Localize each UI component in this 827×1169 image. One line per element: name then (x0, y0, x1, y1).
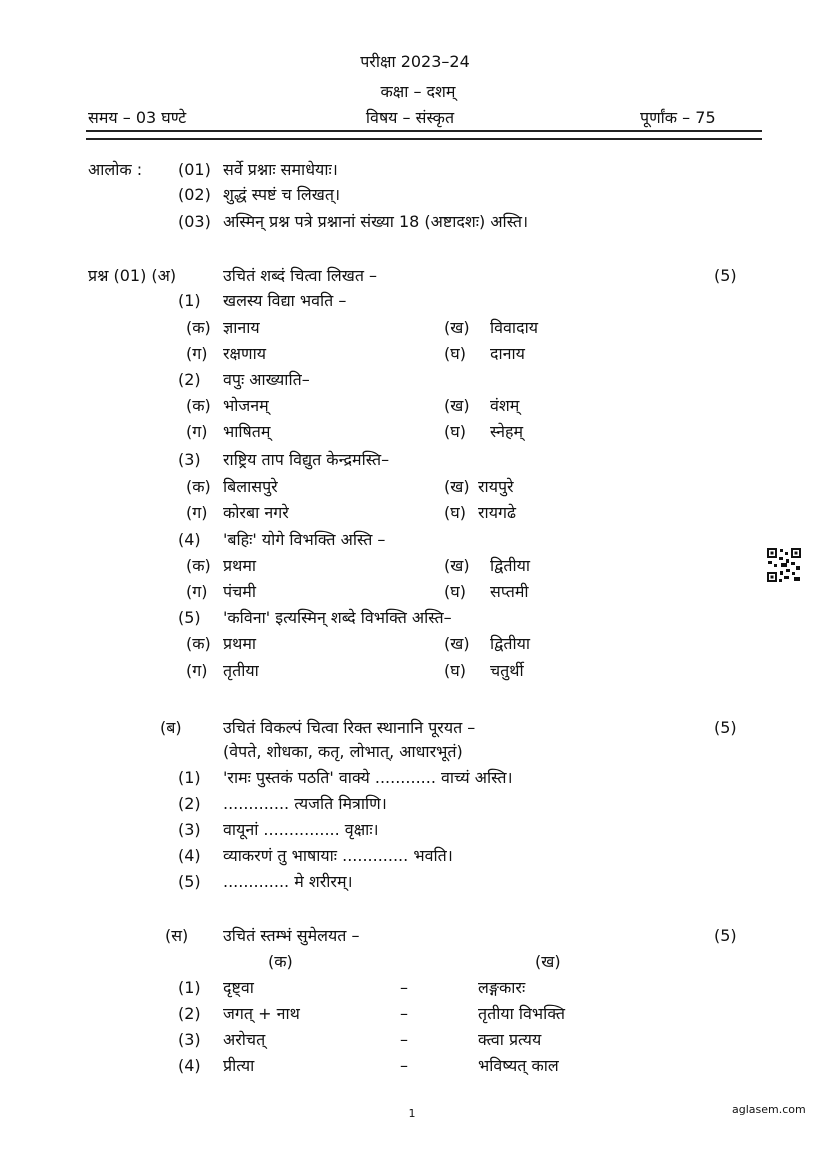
item-num: (1) (178, 768, 201, 787)
option-label: (ख) (444, 556, 470, 575)
match-a: जगत् + नाथ (223, 1004, 300, 1023)
option-text: भाषितम् (223, 422, 271, 441)
item-num: (4) (178, 846, 201, 865)
item-text: खलस्य विद्या भवति – (223, 291, 347, 310)
item-text: वपुः आख्याति– (223, 370, 310, 389)
column-a-header: (क) (268, 952, 293, 971)
option-text: द्वितीया (490, 634, 531, 653)
total-marks: पूर्णांक – 75 (640, 108, 716, 127)
question-title: उचितं शब्दं चित्वा लिखत – (223, 266, 378, 285)
subject-label: विषय – संस्कृत (365, 108, 455, 127)
item-text: राष्ट्रिय ताप विद्युत केन्द्रमस्ति– (223, 450, 390, 469)
option-label: (ख) (444, 477, 470, 496)
item-text: 'रामः पुस्तकं पठति' वाक्ये ............ वाच्यं अस्ति। (223, 768, 513, 787)
option-label: (घ) (444, 661, 466, 680)
item-num: (4) (178, 530, 201, 549)
option-label: (क) (186, 477, 211, 496)
option-text: रायपुरे (478, 477, 514, 496)
question-title: उचितं स्तम्भं सुमेलयत – (223, 926, 360, 945)
option-text: प्रथमा (223, 556, 257, 575)
item-num: (5) (178, 872, 201, 891)
item-num: (2) (178, 370, 201, 389)
option-text: कोरबा नगरे (223, 503, 289, 522)
match-dash: – (400, 1030, 408, 1049)
question-label: (ब) (160, 718, 182, 737)
word-choices: (वेपते, शोधका, कतृ, लोभात्, आधारभूतं) (223, 742, 463, 761)
item-text: 'कविना' इत्यस्मिन् शब्दे विभक्ति अस्ति– (223, 608, 452, 627)
option-label: (क) (186, 396, 211, 415)
match-b: लङ्गकारः (478, 978, 526, 997)
item-text: वायूनां ............... वृक्षाः। (223, 820, 379, 839)
option-text: प्रथमा (223, 634, 257, 653)
item-text: व्याकरणं तु भाषायाः ............. भवति। (223, 846, 453, 865)
instruction-num: (02) (178, 185, 211, 204)
instruction-num: (01) (178, 160, 211, 179)
option-label: (घ) (444, 344, 466, 363)
option-label: (ग) (186, 344, 208, 363)
item-num: (1) (178, 291, 201, 310)
option-text: भोजनम् (223, 396, 269, 415)
option-text: तृतीया (223, 661, 259, 680)
option-text: रक्षणाय (223, 344, 267, 363)
option-label: (घ) (444, 422, 466, 441)
time-label: समय – 03 घण्टे (88, 108, 187, 127)
instructions-label: आलोक : (88, 160, 143, 179)
exam-title: परीक्षा 2023–24 (360, 52, 470, 71)
question-marks: (5) (714, 926, 737, 945)
item-num: (2) (178, 794, 201, 813)
site-watermark: aglasem.com (732, 1103, 806, 1116)
item-text: ............. मे शरीरम्। (223, 872, 353, 891)
instruction-num: (03) (178, 212, 211, 231)
match-num: (4) (178, 1056, 201, 1075)
option-text: चतुर्थी (490, 661, 524, 680)
option-text: ज्ञानाय (223, 318, 260, 337)
match-a: प्रीत्या (223, 1056, 255, 1075)
header-rule-2 (86, 138, 762, 140)
match-b: तृतीया विभक्ति (478, 1004, 566, 1023)
match-dash: – (400, 978, 408, 997)
question-marks: (5) (714, 266, 737, 285)
option-label: (घ) (444, 503, 466, 522)
question-marks: (5) (714, 718, 737, 737)
option-text: बिलासपुरे (223, 477, 278, 496)
option-label: (ग) (186, 661, 208, 680)
question-label: (स) (165, 926, 189, 945)
match-num: (3) (178, 1030, 201, 1049)
question-label: प्रश्न (01) (अ) (88, 266, 177, 285)
match-a: दृष्ट्वा (223, 978, 254, 997)
match-num: (1) (178, 978, 201, 997)
match-dash: – (400, 1056, 408, 1075)
option-text: वंशम् (490, 396, 520, 415)
option-label: (ख) (444, 396, 470, 415)
item-text: 'बहिः' योगे विभक्ति अस्ति – (223, 530, 386, 549)
page-number: 1 (408, 1107, 416, 1120)
option-label: (घ) (444, 582, 466, 601)
header-rule-1 (86, 130, 762, 132)
match-b: क्त्वा प्रत्यय (478, 1030, 542, 1049)
item-num: (5) (178, 608, 201, 627)
instruction-text: अस्मिन् प्रश्न पत्रे प्रश्नानां संख्या 18 (अष्टादशः) अस्ति। (223, 212, 529, 231)
item-num: (3) (178, 820, 201, 839)
option-label: (ग) (186, 503, 208, 522)
match-dash: – (400, 1004, 408, 1023)
option-text: विवादाय (490, 318, 539, 337)
option-text: पंचमी (223, 582, 256, 601)
column-b-header: (ख) (535, 952, 561, 971)
class-label: कक्षा – दशम् (380, 82, 456, 101)
question-title: उचितं विकल्पं चित्वा रिक्त स्थानानि पूरयत – (223, 718, 476, 737)
option-label: (क) (186, 318, 211, 337)
option-label: (ख) (444, 634, 470, 653)
option-label: (क) (186, 556, 211, 575)
match-a: अरोचत् (223, 1030, 266, 1049)
option-label: (ग) (186, 422, 208, 441)
instruction-text: शुद्धं स्पष्टं च लिखत्। (223, 185, 341, 204)
instruction-text: सर्वे प्रश्नाः समाधेयाः। (223, 160, 338, 179)
option-text: सप्तमी (490, 582, 529, 601)
option-label: (ख) (444, 318, 470, 337)
match-num: (2) (178, 1004, 201, 1023)
match-b: भविष्यत् काल (478, 1056, 559, 1075)
item-num: (3) (178, 450, 201, 469)
option-text: दानाय (490, 344, 525, 363)
option-text: रायगढे (478, 503, 516, 522)
option-text: द्वितीया (490, 556, 531, 575)
option-label: (क) (186, 634, 211, 653)
option-label: (ग) (186, 582, 208, 601)
qr-code-icon (766, 547, 802, 583)
item-text: ............. त्यजति मित्राणि। (223, 794, 387, 813)
option-text: स्नेहम् (490, 422, 524, 441)
